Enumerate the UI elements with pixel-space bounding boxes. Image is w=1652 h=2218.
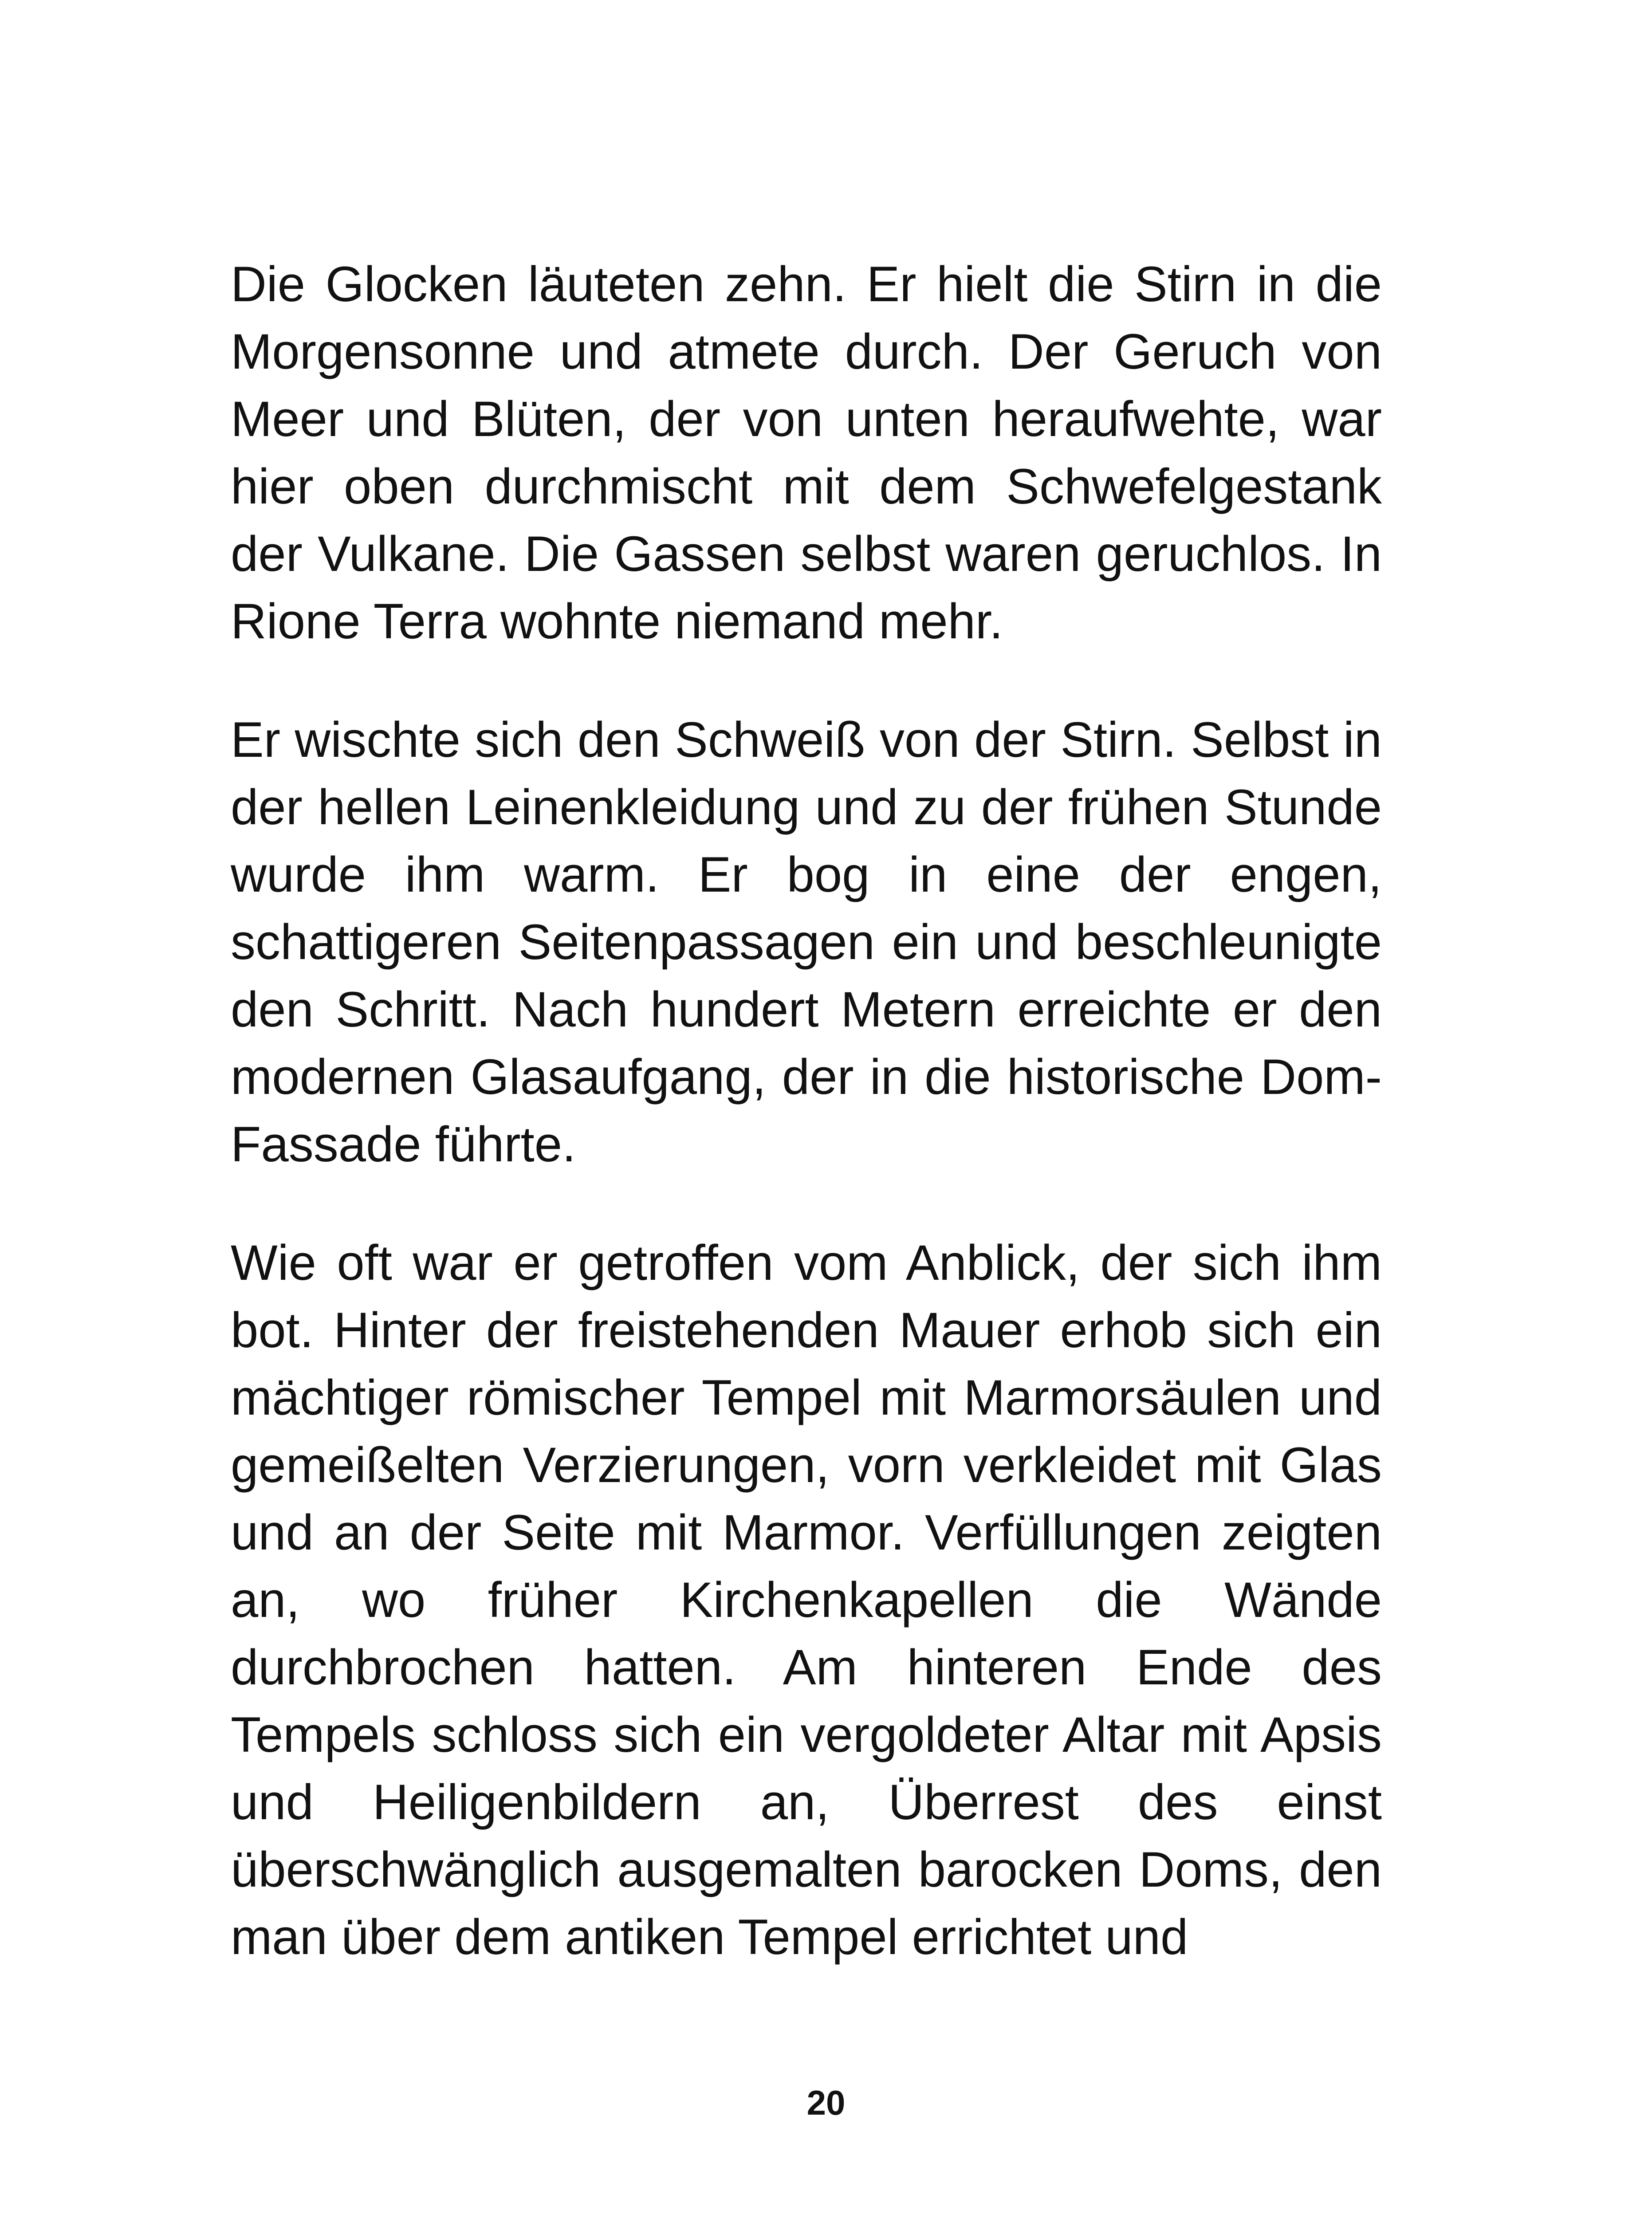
paragraph-1: Die Glocken läuteten zehn. Er hielt die Stirn in die Morgensonne und atmete durch. Der Geruch von Meer und Blüten, der von unten heraufwehte, war hier oben durchmischt mit dem Schwefelgestank der Vulkane. Die Gassen selbst waren geruchlos. In Rione Terra wohnte niemand mehr. <box>231 256 1382 649</box>
paragraph-2: Er wischte sich den Schweiß von der Stirn. Selbst in der hellen Leinenkleidung und zu der frühen Stunde wurde ihm warm. Er bog in eine der engen, schattigeren Seitenpassagen ein und beschleunigte den Schritt. Nach hundert Metern erreichte er den modernen Glasaufgang, der in die historische Dom-Fassade führte. <box>231 712 1382 1172</box>
body-text <box>231 251 1382 2022</box>
paragraph-3: Wie oft war er getroffen vom Anblick, der sich ihm bot. Hinter der freistehenden Mauer erhob sich ein mächtiger römischer Tempel mit Marmorsäulen und gemeißelten Verzierungen, vorn verkleidet mit Glas und an der Seite mit Marmor. Verfüllungen zeigten an, wo früher Kirchenkapellen die Wände durchbrochen hatten. Am hinteren Ende des Tempels schloss sich ein vergoldeter Altar mit Apsis und Heiligenbildern an, Überrest des einst überschwänglich ausgemalten barocken Doms, den man über dem antiken Tempel errichtet und <box>231 1235 1382 1965</box>
page-number: 20 <box>806 2083 846 2122</box>
